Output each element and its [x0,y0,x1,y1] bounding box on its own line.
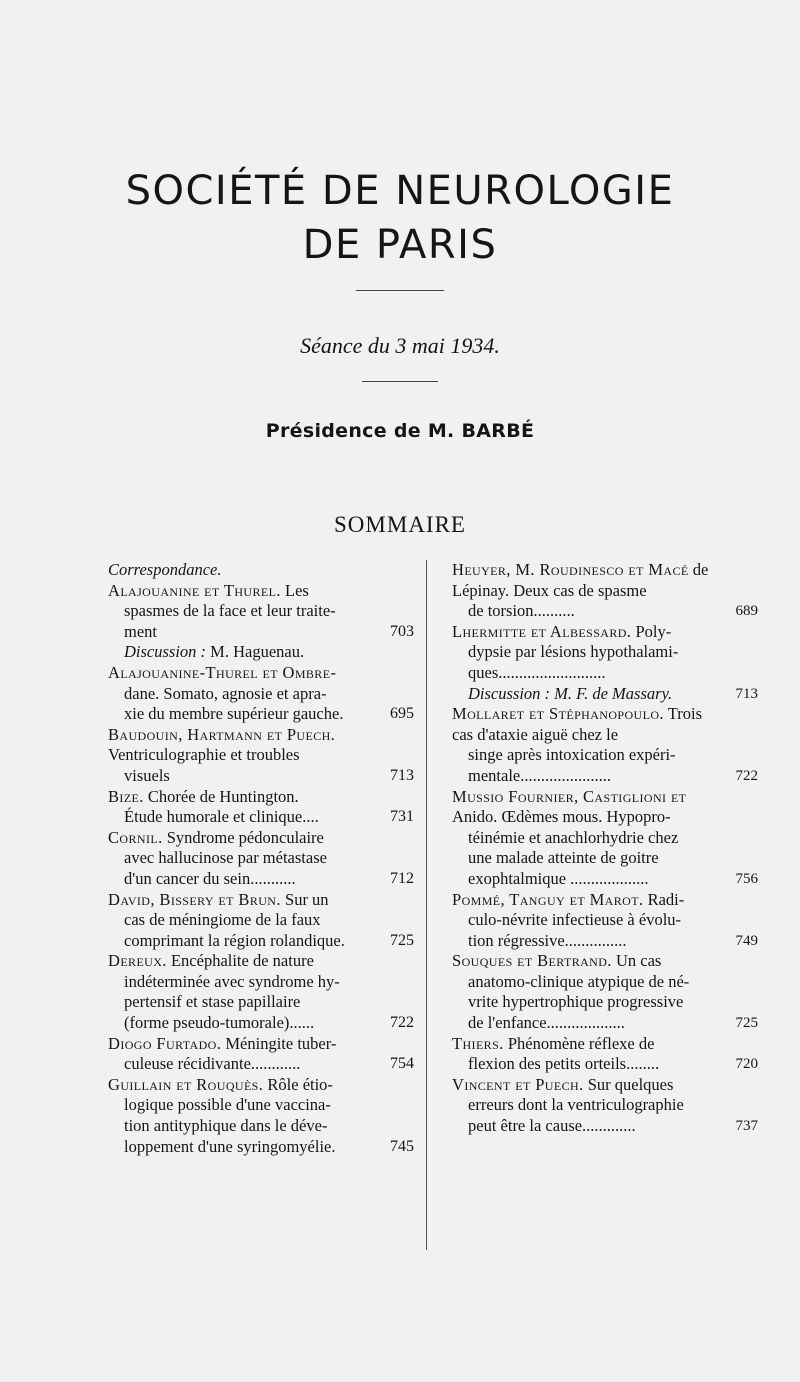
toc-entry-text: ment [124,621,157,641]
toc-entry [108,663,414,725]
toc-entry [108,581,414,643]
toc-entry-text: culeuse récidivante............ [124,1054,301,1074]
toc-entry [108,787,414,828]
toc-entry-first-line [452,622,710,643]
toc-entry-text: Chorée de Huntington. [147,786,299,806]
toc-entry-text: peut être la cause............. [468,1116,636,1136]
toc-entry [108,725,414,787]
toc-page-number: 749 [735,932,758,949]
toc-page-number: 695 [390,705,414,723]
section-correspondance: Correspondance. [108,560,222,579]
toc-page-number: 689 [735,603,758,620]
toc-entry-text: Ventriculographie et troubles [108,745,300,765]
toc-page-number: 703 [390,622,414,640]
toc-entry-first-line [108,581,368,602]
toc-entry-text: Discussion : M. F. de Massary. [468,683,673,703]
toc-entry-text: anatomo-clinique atypique de né- [468,971,690,991]
toc-entry-text: comprimant la région rolandique. [124,930,345,950]
toc-entry [108,890,414,952]
toc-entry-text: indéterminée avec syndrome hy- [124,971,340,991]
toc-entry-first-line [452,890,710,911]
toc-entry [452,1074,758,1137]
toc-entry-authors: Cornil. [108,827,163,847]
toc-page-number: 722 [390,1014,414,1032]
toc-entry [452,889,758,952]
toc-page-number: 725 [390,931,414,949]
toc-entry-text: tion antityphique dans le déve- [124,1116,328,1136]
toc-entry-authors: Alajouanine-Thurel et Ombre- [108,662,337,682]
society-title: SOCIÉTÉ DE NEUROLOGIE [125,168,675,214]
toc-right-column [452,560,758,1137]
toc-page-number: 720 [735,1056,758,1073]
toc-entry-text: singe après intoxication expéri- [468,745,676,765]
toc-right-entries [452,560,758,1137]
toc-entry-first-line [108,725,368,766]
toc-entry-authors: Lhermitte et Albessard. [452,621,632,641]
toc-entry-text: exophtalmique ................... [468,868,649,888]
toc-entry-first-line [108,787,368,808]
toc-page-number: 722 [735,767,758,784]
toc-entry-first-line [452,951,710,972]
toc-entry-authors: Alajouanine et Thurel. [108,580,281,600]
toc-entry-text: de torsion.......... [468,601,575,621]
toc-entry-first-line [108,663,368,684]
toc-entry-text: de Lépinay. Deux cas de spasme [452,560,709,600]
toc-entry-first-line [108,1034,368,1055]
toc-entry-text: Phénomène réflexe de [507,1033,655,1053]
toc-entry-text: Sur un [285,889,329,909]
toc-entry-text: Encéphalite de nature [170,951,314,971]
toc-entry [452,560,758,622]
toc-entry-authors: Dereux. [108,951,167,971]
toc-entry-text: spasmes de la face et leur traite- [124,601,336,621]
toc-entry [452,704,758,786]
toc-entry-authors: Bize. [108,786,144,806]
toc-entry-text: pertensif et stase papillaire [124,992,301,1012]
toc-entry-first-line [452,1034,710,1055]
toc-entry-text: Rôle étio- [267,1074,333,1094]
toc-page-number: 713 [735,685,758,702]
toc-entry [452,951,758,1033]
toc-entry-text: cas de méningiome de la faux [124,910,321,930]
toc-entry-first-line [452,704,710,745]
toc-entry-first-line [452,1075,710,1096]
sommaire-heading: SOMMAIRE [334,512,466,537]
toc-entry [108,642,414,663]
toc-entry-authors: Discussion : [124,642,207,662]
divider [356,290,444,291]
toc-entry-first-line [108,642,368,663]
toc-entry-text: Poly- [635,621,672,641]
toc-entry-text: Un cas [615,951,662,971]
toc-entry-text: Syndrome pédonculaire [166,827,324,847]
toc-entry-text: culo-névrite infectieuse à évolu- [468,910,682,930]
toc-entry-authors: Baudouin, Hartmann et Puech. [108,724,336,744]
toc-entry-text: logique possible d'une vaccina- [124,1095,331,1115]
toc-entry-text: ques.......................... [468,662,606,682]
toc-entry-authors: Mussio Fournier, Castiglioni et [452,786,687,806]
toc-entry-authors: Thiers. [452,1033,504,1053]
toc-entry-text: dane. Somato, agnosie et apra- [124,683,327,703]
toc-page-number: 737 [735,1118,758,1135]
toc-entry [452,786,758,890]
toc-page-number: 725 [735,1015,758,1032]
toc-page-number: 731 [390,808,414,826]
toc-entry-text: d'un cancer du sein........... [124,868,296,888]
toc-entry [108,1034,414,1075]
toc-entry-authors: Souques et Bertrand. [452,951,612,971]
toc-page-number: 754 [390,1055,414,1073]
toc-page-number: 745 [390,1137,414,1155]
toc-entry-text: Les [284,580,309,600]
toc-entry-authors: Guillain et Rouquès. [108,1074,264,1094]
toc-left-column [108,560,414,1157]
divider [362,381,438,382]
toc-entry-first-line [108,951,368,972]
toc-page-number: 712 [390,869,414,887]
toc-entry-text: (forme pseudo-tumorale)...... [124,1013,315,1033]
toc-entry-text: erreurs dont la ventriculographie [468,1095,684,1115]
toc-entry-authors: Diogo Furtado. [108,1033,222,1053]
toc-entry [108,951,414,1033]
toc-entry-first-line [108,890,368,911]
toc-entry-text: tion régressive............... [468,930,627,950]
toc-entry-text: de l'enfance................... [468,1013,625,1033]
toc-entry [108,1075,414,1157]
toc-entry-text: Méningite tuber- [225,1033,337,1053]
toc-entry-text: dypsie par lésions hypothalami- [468,642,679,662]
toc-entry-text: Sur quelques [587,1074,674,1094]
toc-entry-first-line [108,1075,368,1096]
toc-left-entries [108,581,414,1158]
toc-entry-text: vrite hypertrophique progressive [468,992,684,1012]
toc-entry-authors: David, Bissery et Brun. [108,889,281,909]
toc-entry-first-line [108,828,368,849]
column-divider [426,560,427,1250]
toc-entry-first-line [452,787,710,828]
toc-entry-authors: Vincent et Puech. [452,1074,584,1094]
presidence-line: Présidence de M. BARBÉ [265,420,535,442]
society-title-city: DE PARIS [302,222,498,268]
toc-entry-text: avec hallucinose par métastase [124,848,327,868]
toc-entry-text: visuels [124,765,170,785]
toc-entry [452,621,758,704]
toc-entry-text: flexion des petits orteils........ [468,1054,660,1074]
toc-entry-authors: Pommé, Tanguy et Marot. [452,889,644,909]
toc-page-number: 713 [390,766,414,784]
toc-entry [452,1033,758,1075]
toc-entry-text: loppement d'une syringomyélie. [124,1136,336,1156]
toc-entry-authors: Mollaret et Stéphanopoulo. [452,704,664,724]
toc-entry-text: xie du membre supérieur gauche. [124,704,344,724]
toc-page-number: 756 [735,870,758,887]
toc-entry-text: une malade atteinte de goitre [468,848,659,868]
toc-entry-text: Trois cas d'ataxie aiguë chez le [452,704,703,744]
toc-entry-text: Radi- [647,889,685,909]
toc-entry-text: M. Haguenau. [210,642,305,662]
toc-entry-text: mentale...................... [468,765,611,785]
seance-date: Séance du 3 mai 1934. [300,333,500,358]
toc-entry-authors: Heuyer, M. Roudinesco et Macé [452,560,689,579]
toc-entry-first-line [452,560,710,601]
toc-entry-text: Anido. Œdèmes mous. Hypopro- [452,807,671,827]
toc-entry [108,828,414,890]
toc-entry-text: Étude humorale et clinique.... [124,807,319,827]
toc-entry-text: téinémie et anachlorhydrie chez [468,827,679,847]
